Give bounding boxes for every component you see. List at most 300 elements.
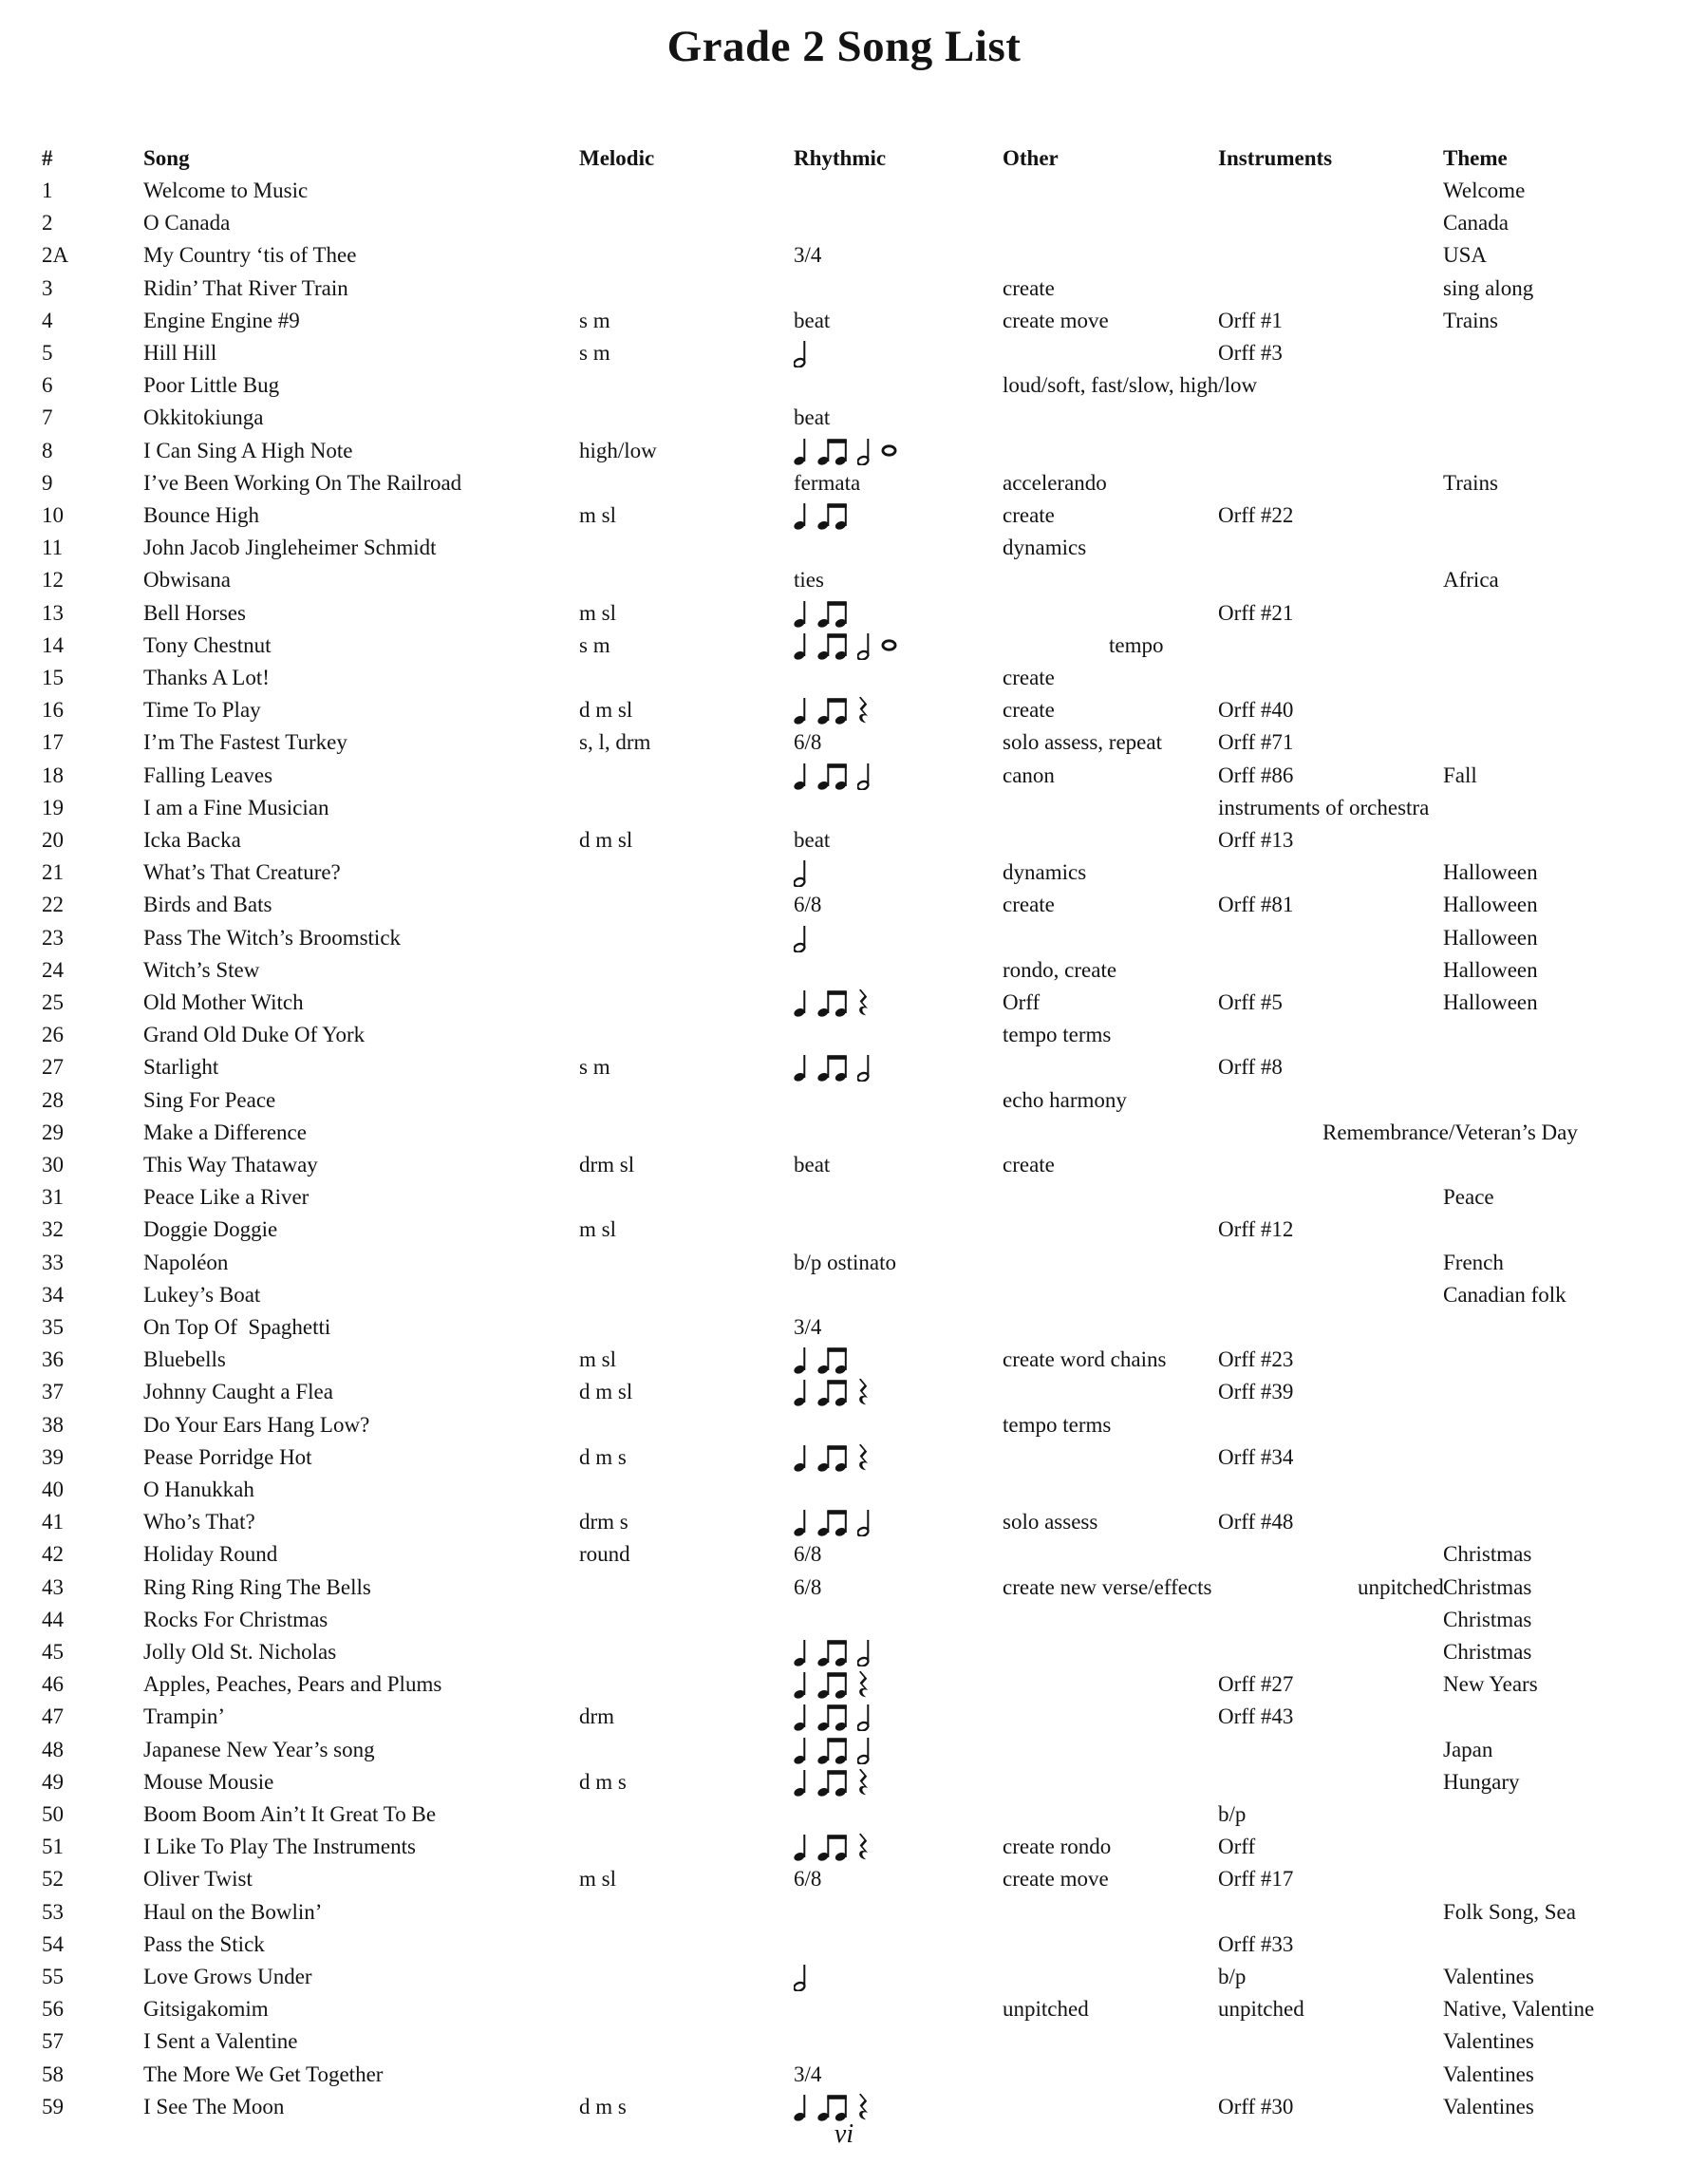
cell-theme: Africa (1443, 568, 1499, 593)
table-row (0, 1441, 1688, 1474)
cell-theme: Halloween (1443, 860, 1538, 885)
cell-theme: USA (1443, 243, 1488, 268)
cell-instruments: unpitched (1218, 1997, 1304, 2022)
cell-song-title: Holiday Round (143, 1542, 278, 1567)
table-row (0, 1929, 1688, 1961)
cell-instruments: Orff #71 (1218, 730, 1294, 755)
quarter-note-icon (794, 1670, 807, 1699)
cell-song-title: Engine Engine #9 (143, 308, 300, 332)
cell-number: 45 (42, 1640, 64, 1664)
cell-number: 24 (42, 957, 64, 982)
cell-number: 2 (42, 211, 53, 235)
cell-theme: Halloween (1443, 957, 1538, 982)
cell-number: 43 (42, 1574, 64, 1599)
cell-melodic: d m sl (579, 1380, 633, 1404)
cell-number: 52 (42, 1867, 64, 1892)
beamed-eighth-notes-icon (817, 599, 847, 628)
cell-number: 33 (42, 1250, 64, 1274)
cell-rhythmic: ties (794, 568, 824, 593)
cell-instruments: Orff #22 (1218, 503, 1294, 527)
cell-number: 9 (42, 470, 53, 495)
cell-melodic: high/low (579, 438, 657, 462)
cell-number: 21 (42, 860, 64, 885)
cell-song-title: I Sent a Valentine (143, 2029, 298, 2054)
table-row (0, 857, 1688, 889)
table-row (0, 1993, 1688, 2025)
cell-instruments: Orff #48 (1218, 1510, 1294, 1534)
cell-theme: Japan (1443, 1737, 1493, 1761)
cell-theme: New Years (1443, 1672, 1538, 1697)
cell-instruments: Orff #39 (1218, 1380, 1294, 1404)
table-row (0, 207, 1688, 239)
cell-other: create (1003, 698, 1055, 723)
cell-number: 22 (42, 893, 64, 917)
table-row (0, 1734, 1688, 1766)
table-row (0, 2091, 1688, 2123)
cell-song-title: Starlight (143, 1055, 219, 1080)
cell-number: 58 (42, 2062, 64, 2086)
beamed-eighth-notes-icon (817, 1378, 847, 1406)
cell-number: 56 (42, 1997, 64, 2022)
cell-other: create (1003, 893, 1055, 917)
table-row (0, 954, 1688, 987)
cell-melodic: drm s (579, 1510, 628, 1534)
cell-theme: Canada (1443, 211, 1509, 235)
beamed-eighth-notes-icon (817, 501, 847, 530)
cell-number: 48 (42, 1737, 64, 1761)
half-note-icon (857, 631, 871, 660)
table-row (0, 1311, 1688, 1344)
column-header-other: Other (1003, 146, 1059, 170)
whole-note-icon (881, 444, 897, 457)
rhythm-notation (794, 857, 807, 889)
cell-number: 20 (42, 828, 64, 852)
cell-theme: Fall (1443, 763, 1477, 787)
cell-theme: Valentines (1443, 1965, 1534, 1988)
cell-song-title: Bell Horses (143, 600, 246, 625)
cell-other: canon (1003, 763, 1055, 787)
cell-song-title: Johnny Caught a Flea (143, 1380, 333, 1404)
half-note-icon (857, 1703, 871, 1731)
cell-number: 36 (42, 1347, 64, 1372)
cell-other: create move (1003, 1867, 1109, 1892)
cell-number: 38 (42, 1412, 64, 1437)
cell-melodic: m sl (579, 503, 616, 527)
table-row (0, 435, 1688, 467)
cell-number: 55 (42, 1965, 64, 1988)
cell-rhythmic: beat (794, 1153, 831, 1177)
cell-instruments: Orff #34 (1218, 1444, 1294, 1469)
cell-theme: Valentines (1443, 2029, 1534, 2054)
cell-song-title: My Country ‘tis of Thee (143, 243, 357, 268)
cell-number: 2A (42, 243, 69, 268)
cell-song-title: Jolly Old St. Nicholas (143, 1640, 337, 1664)
cell-number: 39 (42, 1444, 64, 1469)
cell-instruments: Orff (1218, 1835, 1256, 1859)
rhythm-notation (794, 987, 870, 1019)
cell-melodic: drm sl (579, 1153, 635, 1177)
table-row (0, 1051, 1688, 1083)
cell-song-title: Boom Boom Ain’t It Great To Be (143, 1802, 437, 1826)
cell-instruments: Orff #5 (1218, 990, 1283, 1014)
cell-rhythmic: beat (794, 308, 831, 332)
table-row (0, 1506, 1688, 1538)
quarter-note-icon (794, 599, 807, 628)
cell-number: 11 (42, 536, 64, 560)
cell-other: dynamics (1003, 536, 1087, 560)
table-header (0, 142, 1688, 175)
cell-song-title: Icka Backa (143, 828, 241, 852)
cell-song-title: Oliver Twist (143, 1867, 253, 1892)
cell-number: 54 (42, 1931, 64, 1956)
half-note-icon (794, 1963, 807, 1991)
cell-number: 4 (42, 308, 53, 332)
cell-theme: Christmas (1443, 1574, 1532, 1599)
cell-instruments: b/p (1218, 1802, 1247, 1826)
cell-rhythmic: 6/8 (794, 893, 822, 917)
cell-song-title: Japanese New Year’s song (143, 1737, 375, 1761)
quarter-note-icon (794, 501, 807, 530)
cell-song-title: Poor Little Bug (143, 373, 280, 398)
cell-other: solo assess (1003, 1510, 1098, 1534)
cell-song-title: Napoléon (143, 1250, 229, 1274)
beamed-eighth-notes-icon (817, 1736, 847, 1764)
cell-melodic: drm (579, 1704, 615, 1729)
cell-song-title: Apples, Peaches, Pears and Plums (143, 1672, 442, 1697)
cell-number: 23 (42, 925, 64, 950)
cell-number: 53 (42, 1899, 64, 1924)
cell-song-title: Haul on the Bowlin’ (143, 1899, 323, 1924)
table-row (0, 532, 1688, 564)
table-row (0, 726, 1688, 759)
table-row (0, 1863, 1688, 1895)
quarter-rest-icon (857, 2093, 870, 2121)
table-row (0, 1247, 1688, 1279)
quarter-note-icon (794, 1703, 807, 1731)
cell-number: 6 (42, 373, 53, 398)
cell-other: Orff (1003, 990, 1041, 1014)
beamed-eighth-notes-icon (817, 631, 847, 660)
cell-number: 10 (42, 503, 64, 527)
cell-song-title: The More We Get Together (143, 2062, 384, 2086)
quarter-rest-icon (857, 1833, 870, 1861)
rhythm-notation (794, 1376, 870, 1408)
cell-number: 59 (42, 2094, 64, 2118)
cell-instruments: instruments of orchestra (1218, 795, 1430, 819)
quarter-note-icon (794, 2093, 807, 2121)
cell-other: accelerando (1003, 470, 1107, 495)
cell-other: echo harmony (1003, 1087, 1127, 1112)
cell-song-title: Rocks For Christmas (143, 1607, 328, 1631)
cell-number: 3 (42, 275, 53, 300)
cell-other: create (1003, 503, 1055, 527)
cell-instruments: Orff #33 (1218, 1931, 1294, 1956)
cell-theme: French (1443, 1250, 1504, 1274)
quarter-rest-icon (857, 988, 870, 1017)
cell-song-title: Time To Play (143, 698, 261, 723)
cell-rhythmic: 3/4 (794, 2062, 822, 2086)
rhythm-notation (794, 2091, 870, 2123)
cell-song-title: Doggie Doggie (143, 1217, 278, 1242)
table-row (0, 2025, 1688, 2058)
cell-other: rondo, create (1003, 957, 1117, 982)
table-row (0, 337, 1688, 369)
rhythm-notation (794, 922, 807, 954)
half-note-icon (857, 437, 871, 465)
quarter-rest-icon (857, 1378, 870, 1406)
table-row (0, 273, 1688, 305)
rhythm-notation (794, 1766, 870, 1798)
cell-other: create (1003, 275, 1055, 300)
column-header-song: Song (143, 146, 190, 170)
table-row (0, 2059, 1688, 2091)
rhythm-notation (794, 1734, 871, 1766)
table-row (0, 1344, 1688, 1376)
cell-song-title: I See The Moon (143, 2094, 285, 2118)
cell-instruments: Orff #1 (1218, 308, 1283, 332)
cell-song-title: I am a Fine Musician (143, 795, 329, 819)
cell-theme: Remembrance/Veteran’s Day (1322, 1120, 1578, 1144)
cell-melodic: d m s (579, 1769, 627, 1794)
table-row (0, 305, 1688, 337)
cell-instruments: Orff #81 (1218, 893, 1294, 917)
quarter-note-icon (794, 696, 807, 725)
cell-other: create rondo (1003, 1835, 1112, 1859)
table-row (0, 1149, 1688, 1181)
beamed-eighth-notes-icon (817, 1638, 847, 1666)
cell-song-title: I’m The Fastest Turkey (143, 730, 347, 755)
table-row (0, 1572, 1688, 1604)
table-row (0, 1019, 1688, 1051)
table-row (0, 922, 1688, 954)
cell-theme: Valentines (1443, 2094, 1534, 2118)
cell-song-title: On Top Of Spaghetti (143, 1315, 331, 1339)
cell-melodic: s m (579, 632, 610, 657)
whole-note-icon (881, 639, 897, 651)
cell-number: 19 (42, 795, 64, 819)
cell-song-title: I Can Sing A High Note (143, 438, 353, 462)
cell-song-title: Pease Porridge Hot (143, 1444, 312, 1469)
cell-rhythmic: 6/8 (794, 730, 822, 755)
cell-instruments: Orff #23 (1218, 1347, 1294, 1372)
cell-song-title: I Like To Play The Instruments (143, 1835, 416, 1859)
table-row (0, 1538, 1688, 1571)
page-number: vi (834, 2119, 854, 2149)
table-row (0, 630, 1688, 662)
cell-other: create new verse/effects (1003, 1574, 1212, 1599)
cell-song-title: Hill Hill (143, 341, 217, 365)
table-row (0, 760, 1688, 792)
cell-number: 18 (42, 763, 64, 787)
quarter-note-icon (794, 1638, 807, 1666)
cell-instruments: Orff #86 (1218, 763, 1294, 787)
cell-number: 50 (42, 1802, 64, 1826)
cell-other: create word chains (1003, 1347, 1167, 1372)
cell-rhythmic: 6/8 (794, 1867, 822, 1892)
cell-melodic: s m (579, 1055, 610, 1080)
rhythm-notation (794, 435, 897, 467)
cell-number: 44 (42, 1607, 64, 1631)
cell-number: 8 (42, 438, 53, 462)
rhythm-notation (794, 760, 871, 792)
cell-other: create (1003, 1153, 1055, 1177)
table-row (0, 402, 1688, 434)
rhythm-notation (794, 1668, 870, 1701)
cell-number: 49 (42, 1769, 64, 1794)
column-header-theme: Theme (1443, 146, 1508, 170)
cell-song-title: Gitsigakomim (143, 1997, 269, 2022)
cell-instruments: Orff #13 (1218, 828, 1294, 852)
cell-other: solo assess, repeat (1003, 730, 1162, 755)
table-row (0, 467, 1688, 499)
cell-instruments: Orff #30 (1218, 2094, 1294, 2118)
table-row (0, 1701, 1688, 1733)
cell-song-title: Bluebells (143, 1347, 226, 1372)
cell-melodic: m sl (579, 1217, 616, 1242)
cell-song-title: Obwisana (143, 568, 231, 593)
cell-song-title: This Way Thataway (143, 1153, 318, 1177)
beamed-eighth-notes-icon (817, 2093, 847, 2121)
half-note-icon (794, 858, 807, 887)
cell-rhythmic: 6/8 (794, 1542, 822, 1567)
cell-theme: sing along (1443, 275, 1534, 300)
beamed-eighth-notes-icon (817, 1346, 847, 1374)
cell-song-title: Who’s That? (143, 1510, 255, 1534)
rhythm-notation (794, 1344, 847, 1376)
table-row (0, 369, 1688, 402)
cell-rhythmic: 3/4 (794, 243, 822, 268)
rhythm-notation (794, 499, 847, 532)
cell-song-title: Lukey’s Boat (143, 1282, 261, 1307)
cell-melodic: d m s (579, 1444, 627, 1469)
quarter-note-icon (794, 437, 807, 465)
cell-number: 51 (42, 1835, 64, 1859)
cell-rhythmic: fermata (794, 470, 861, 495)
cell-number: 28 (42, 1087, 64, 1112)
table-row (0, 1798, 1688, 1831)
quarter-rest-icon (857, 1670, 870, 1699)
cell-song-title: Ring Ring Ring The Bells (143, 1574, 371, 1599)
table-row (0, 1896, 1688, 1929)
cell-other: create (1003, 666, 1055, 689)
table-row (0, 1961, 1688, 1993)
table-row (0, 1181, 1688, 1214)
cell-song-title: Grand Old Duke Of York (143, 1023, 366, 1047)
beamed-eighth-notes-icon (817, 1508, 847, 1536)
cell-song-title: O Canada (143, 211, 231, 235)
quarter-note-icon (794, 1736, 807, 1764)
quarter-note-icon (794, 1346, 807, 1374)
quarter-note-icon (794, 1378, 807, 1406)
cell-number: 42 (42, 1542, 64, 1567)
cell-song-title: What’s That Creature? (143, 860, 341, 885)
cell-instruments: Orff #27 (1218, 1672, 1294, 1697)
beamed-eighth-notes-icon (817, 762, 847, 790)
table-row (0, 1831, 1688, 1863)
rhythm-notation (794, 597, 847, 630)
cell-theme: Valentines (1443, 2062, 1534, 2086)
cell-melodic: s, l, drm (579, 730, 651, 755)
cell-instruments: Orff #12 (1218, 1217, 1294, 1242)
column-header-rhythmic: Rhythmic (794, 146, 887, 170)
table-row (0, 597, 1688, 630)
cell-melodic: round (579, 1542, 630, 1567)
cell-song-title: John Jacob Jingleheimer Schmidt (143, 536, 437, 560)
cell-theme: Halloween (1443, 893, 1538, 917)
cell-number: 15 (42, 666, 64, 689)
cell-other: dynamics (1003, 860, 1087, 885)
cell-theme: Trains (1443, 308, 1498, 332)
half-note-icon (857, 1053, 871, 1082)
cell-number: 1 (42, 179, 53, 202)
quarter-note-icon (794, 988, 807, 1017)
cell-number: 46 (42, 1672, 64, 1697)
cell-number: 29 (42, 1120, 64, 1144)
table-row (0, 1604, 1688, 1636)
cell-song-title: Do Your Ears Hang Low? (143, 1412, 370, 1437)
cell-instruments: unpitched (1358, 1574, 1444, 1599)
cell-number: 31 (42, 1185, 64, 1210)
cell-other: create move (1003, 308, 1109, 332)
beamed-eighth-notes-icon (817, 437, 847, 465)
cell-number: 25 (42, 990, 64, 1014)
beamed-eighth-notes-icon (817, 1053, 847, 1082)
cell-number: 26 (42, 1023, 64, 1047)
cell-melodic: s m (579, 341, 610, 365)
cell-number: 7 (42, 405, 53, 430)
cell-theme: Welcome (1443, 179, 1526, 202)
cell-theme: Christmas (1443, 1607, 1532, 1631)
quarter-rest-icon (857, 1768, 870, 1797)
cell-number: 5 (42, 341, 53, 365)
rhythm-notation (794, 1831, 870, 1863)
rhythm-notation (794, 694, 870, 726)
table-row (0, 499, 1688, 532)
cell-theme: Peace (1443, 1185, 1494, 1210)
rhythm-notation (794, 1506, 871, 1538)
table-row (0, 175, 1688, 207)
cell-other: tempo (1109, 632, 1164, 657)
cell-theme: Hungary (1443, 1769, 1520, 1794)
cell-song-title: Falling Leaves (143, 763, 273, 787)
cell-melodic: m sl (579, 600, 616, 625)
cell-rhythmic: 3/4 (794, 1315, 822, 1339)
cell-number: 41 (42, 1510, 64, 1534)
table-row (0, 987, 1688, 1019)
table-row (0, 824, 1688, 857)
cell-song-title: Welcome to Music (143, 179, 309, 202)
half-note-icon (794, 339, 807, 367)
half-note-icon (794, 924, 807, 952)
table-row (0, 1279, 1688, 1311)
cell-song-title: Old Mother Witch (143, 990, 304, 1014)
cell-song-title: Sing For Peace (143, 1087, 276, 1112)
table-row (0, 564, 1688, 596)
cell-song-title: Thanks A Lot! (143, 666, 270, 689)
beamed-eighth-notes-icon (817, 1670, 847, 1699)
table-row (0, 792, 1688, 824)
table-row (0, 662, 1688, 694)
cell-instruments: Orff #40 (1218, 698, 1294, 723)
cell-instruments: Orff #43 (1218, 1704, 1294, 1729)
cell-melodic: d m sl (579, 828, 633, 852)
cell-theme: Halloween (1443, 990, 1538, 1014)
cell-number: 40 (42, 1478, 64, 1501)
cell-rhythmic: beat (794, 828, 831, 852)
cell-instruments: Orff #3 (1218, 341, 1283, 365)
cell-song-title: Bounce High (143, 503, 260, 527)
cell-melodic: m sl (579, 1867, 616, 1892)
